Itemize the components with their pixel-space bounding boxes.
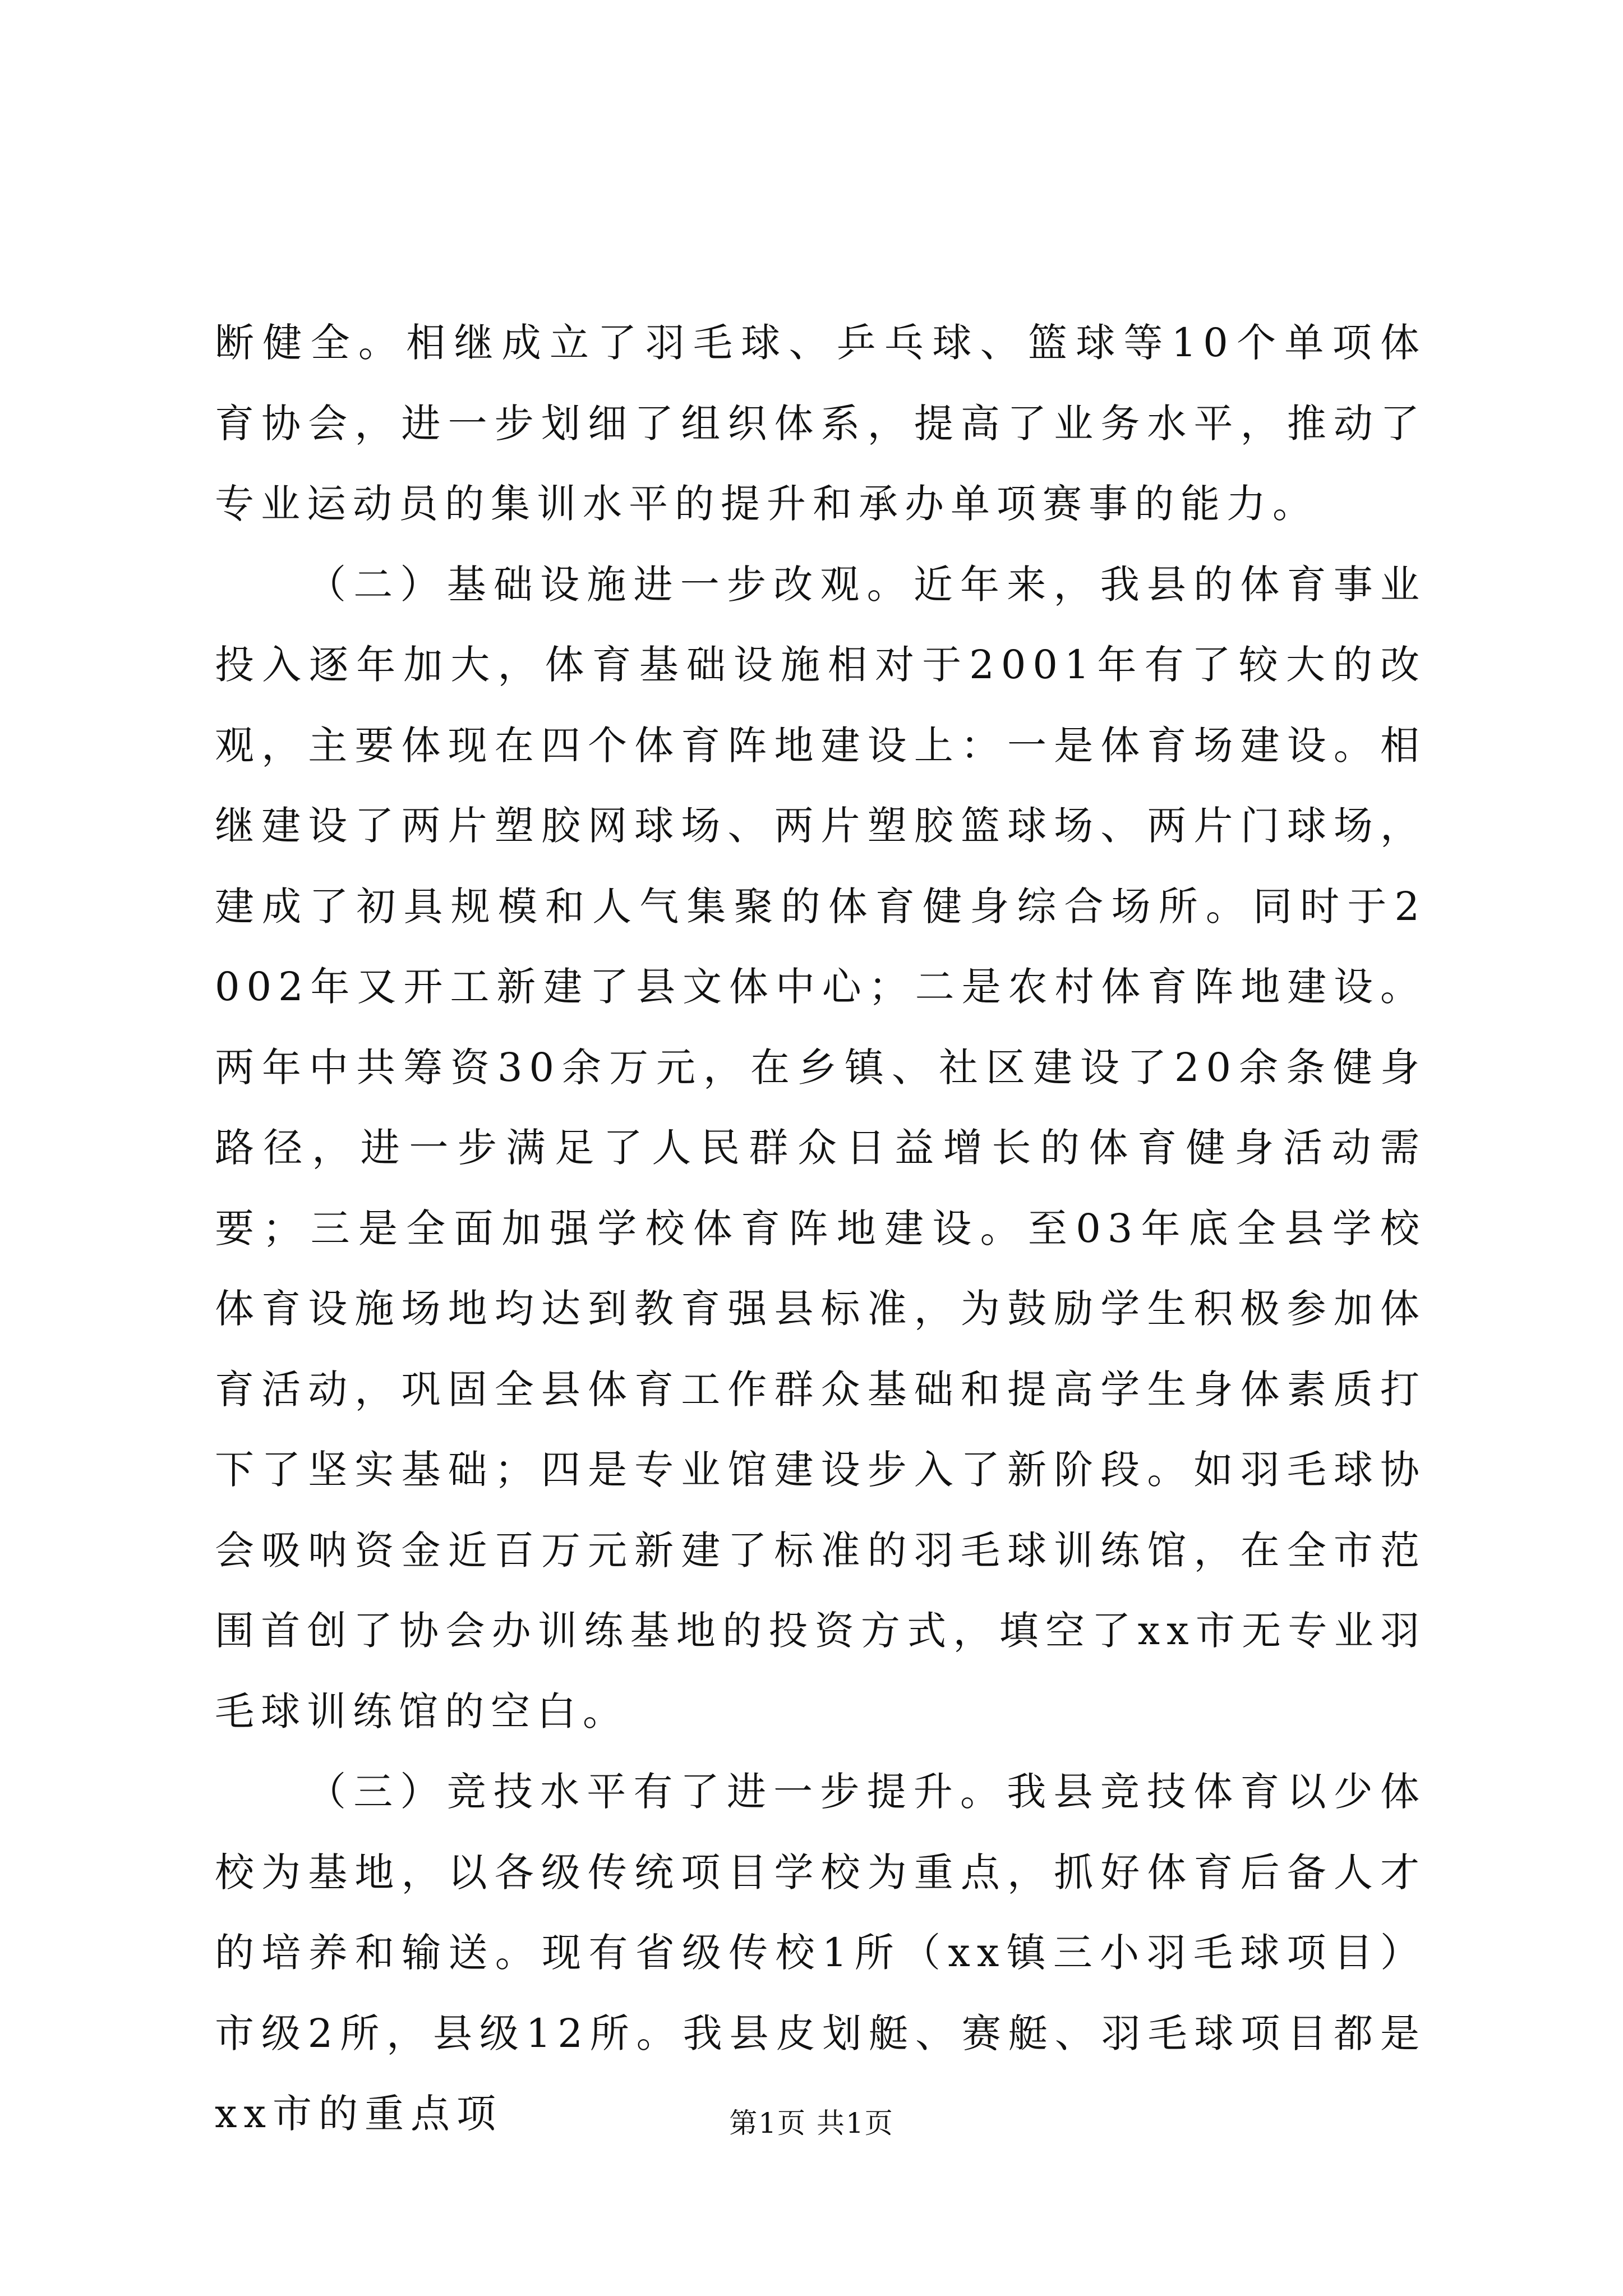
paragraph-competitive-level: （三）竞技水平有了进一步提升。我县竞技体育以少体校为基地，以各级传统项目学校为重点，抓好体育后备人才的培养和输送。现有省级传校1所（xx镇三小羽毛球项目）市级2所，县级12所。我县皮划艇、赛艇、羽毛球项目都是xx市的重点项 xyxy=(215,1769,1426,2137)
paragraph-continuation: 断健全。相继成立了羽毛球、乒乓球、篮球等10个单项体育协会，进一步划细了组织体系，提高了业务水平，推动了专业运动员的集训水平的提升和承办单项赛事的能力。 xyxy=(215,320,1426,527)
document-body xyxy=(215,303,1426,2155)
page-footer: 第1页 共1页 xyxy=(729,2107,894,2139)
paragraph-infrastructure: （二）基础设施进一步改观。近年来，我县的体育事业投入逐年加大，体育基础设施相对于2001年有了较大的改观，主要体现在四个体育阵地建设上：一是体育场建设。相继建设了两片塑胶网球场、两片塑胶篮球场、两片门球场，建成了初具规模和人气集聚的体育健身综合场所。同时于2002年又开工新建了县文体中心；二是农村体育阵地建设。两年中共筹资30余万元，在乡镇、社区建设了20余条健身路径，进一步满足了人民群众日益增长的体育健身活动需要；三是全面加强学校体育阵地建设。至03年底全县学校体育设施场地均达到教育强县标准，为鼓励学生积极参加体育活动，巩固全县体育工作群众基础和提高学生身体素质打下了坚实基础；四是专业馆建设步入了新阶段。如羽毛球协会吸呐资金近百万元新建了标准的羽毛球训练馆，在全市范围首创了协会办训练基地的投资方式，填空了xx市无专业羽毛球训练馆的空白。 xyxy=(215,561,1426,1734)
